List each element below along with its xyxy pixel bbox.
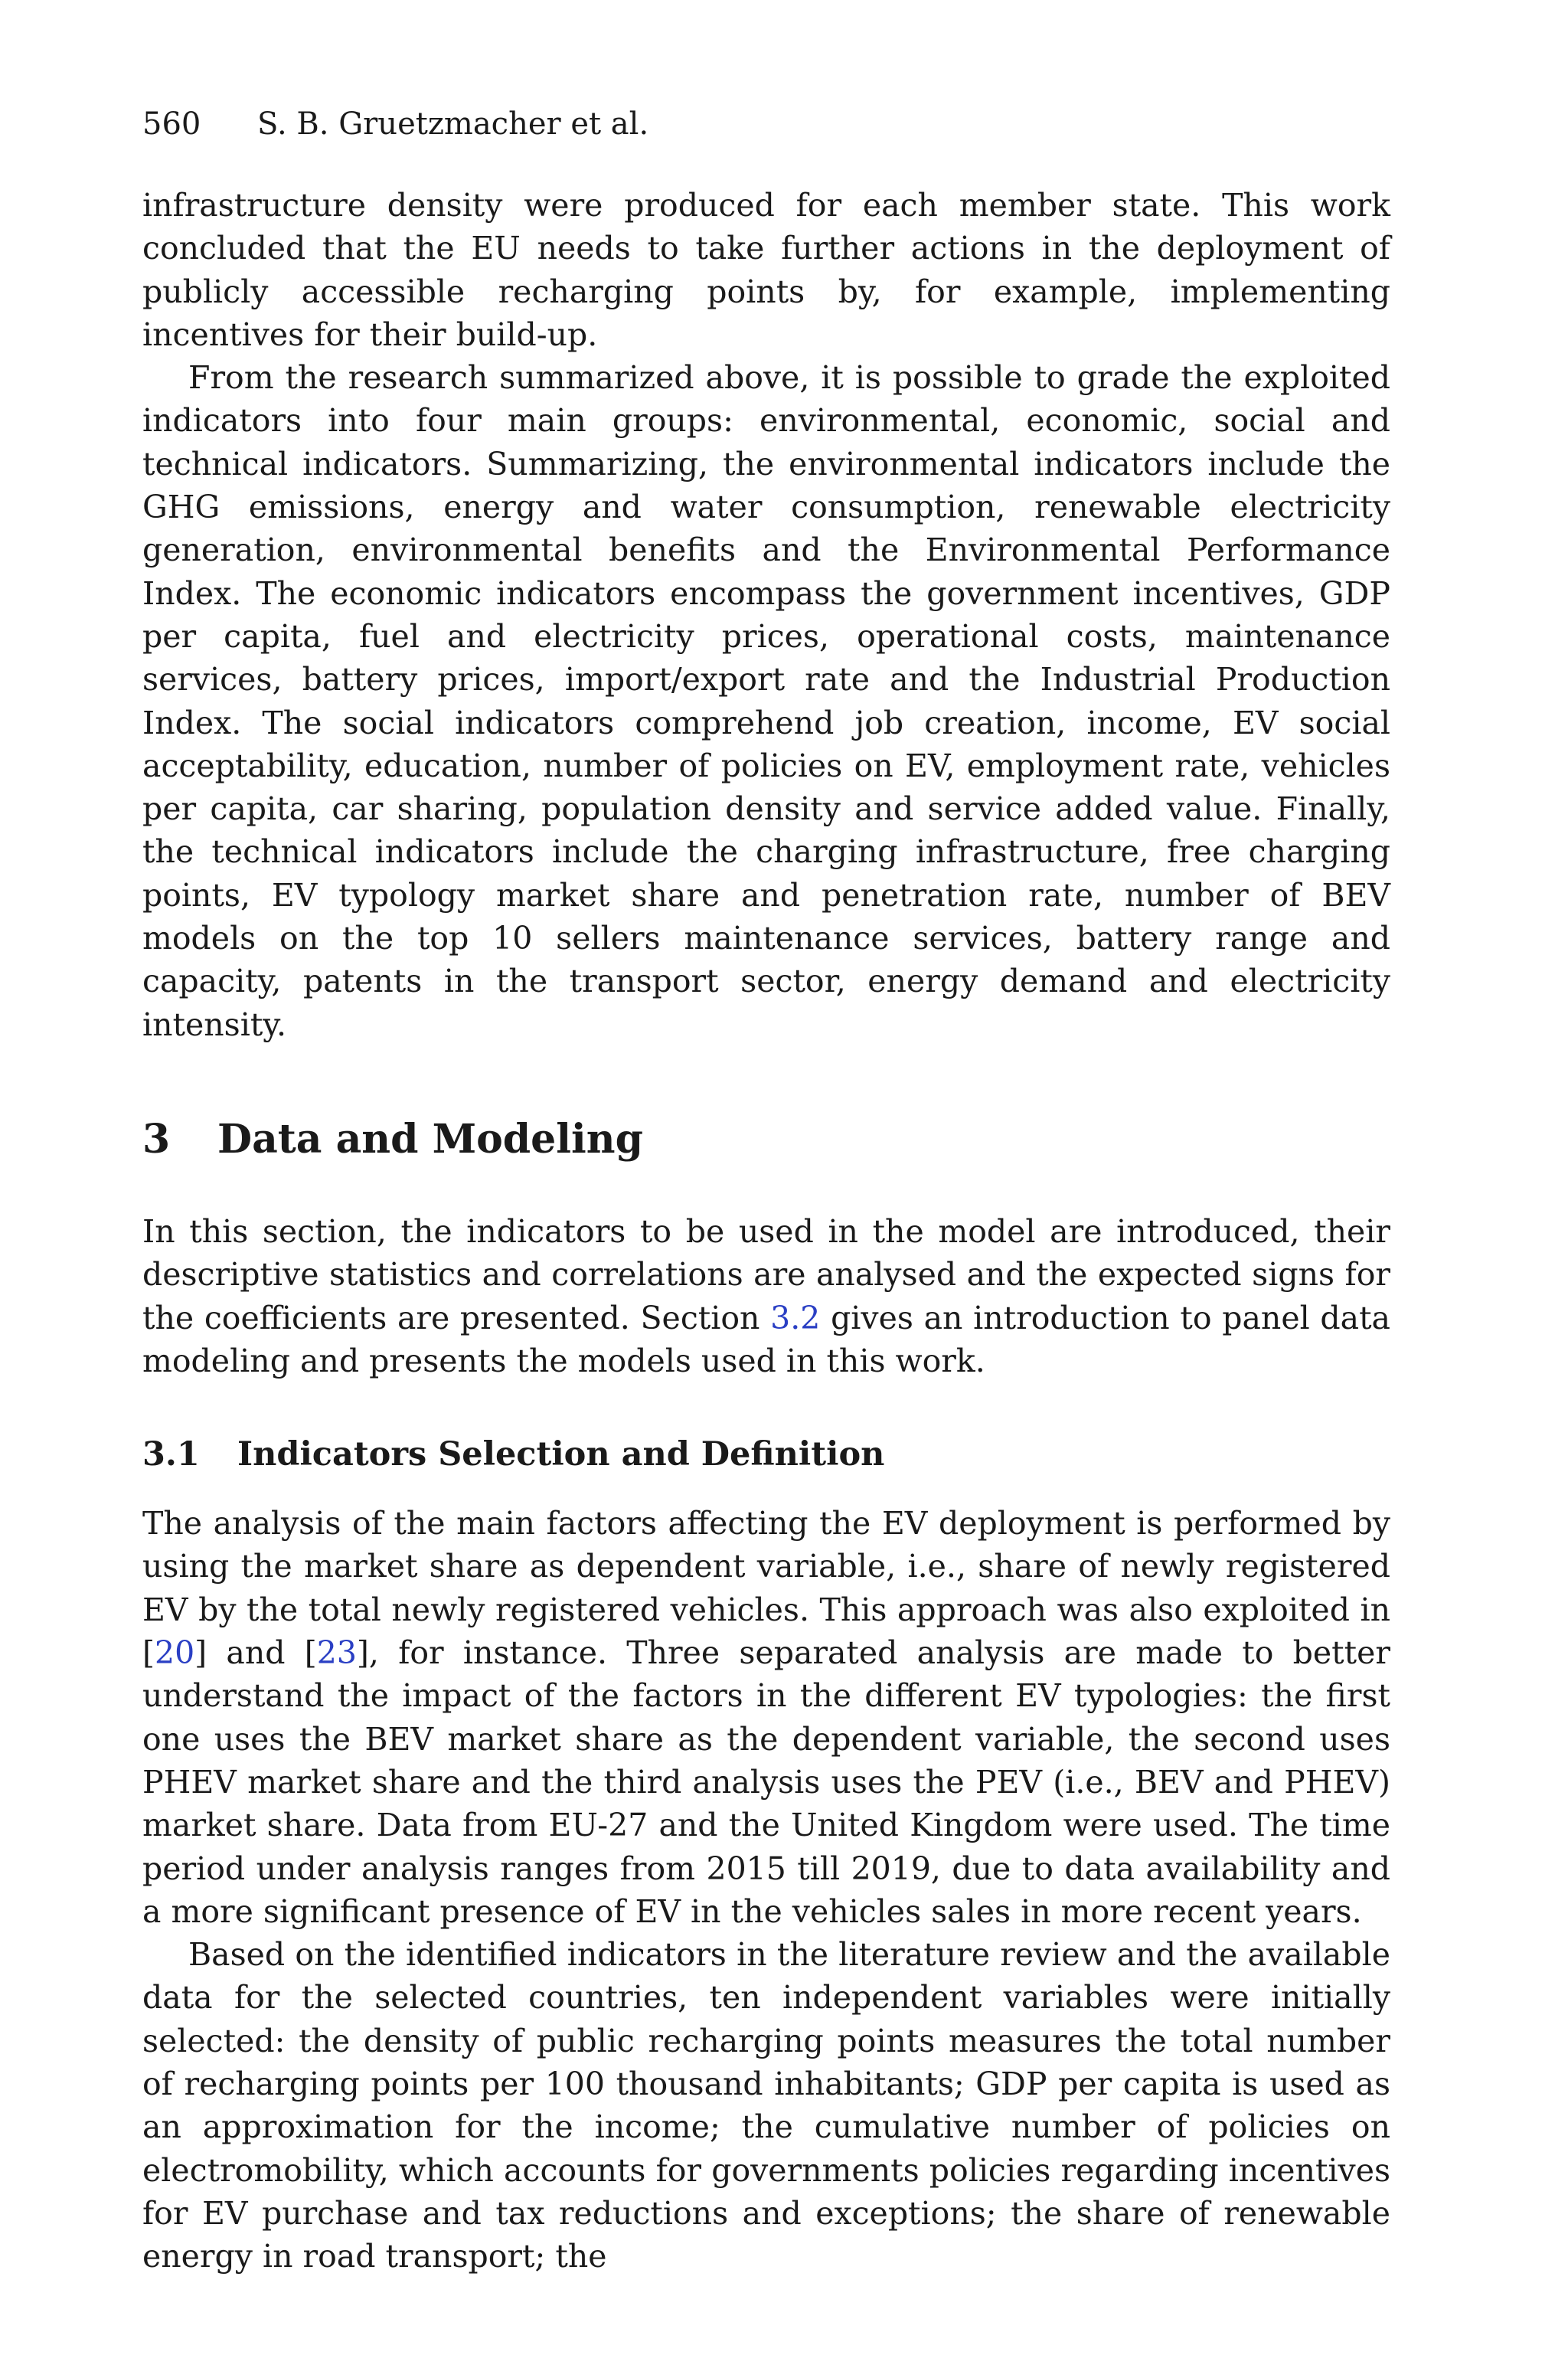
paragraph-continued: infrastructure density were produced for each member state. This work concluded that the EU needs to take further actions in the deployment of publicly accessible recharging points by, for example, implementing incentives for their build-up. bbox=[142, 187, 1390, 353]
page bbox=[142, 103, 1390, 2278]
text-segment: ] and [ bbox=[194, 1634, 317, 1672]
intro-text-before-ref: In this section, the indicators to be used in the model are introduced, their descriptive statistics and correlations are analysed and the expected signs for the coefficients are presented. Section bbox=[142, 1212, 1390, 1336]
paragraph-market-share bbox=[142, 1502, 1390, 1933]
running-head bbox=[142, 103, 1390, 146]
section-intro-paragraph bbox=[142, 1210, 1390, 1382]
paragraph-indicator-summary: From the research summarized above, it is possible to grade the exploited indicators into four main groups: environmental, economic, social and technical indicators. Summarizing, the environmental indicators include the GHG emissions, energy and water consumption, renewable electricity generation, environmental benefits and the Environmental Performance Index. The economic indicators encompass the government incentives, GDP per capita, fuel and electricity prices, operational costs, maintenance services, battery prices, import/export rate and the Industrial Production Index. The social indicators comprehend job creation, income, EV social acceptability, education, number of policies on EV, employment rate, vehicles per capita, car sharing, population density and service added value. Finally, the technical indicators include the charging infrastructure, free charging points, EV typology market share and penetration rate, number of BEV models on the top 10 sellers maintenance services, battery range and capacity, patents in the transport sector, energy demand and electricity intensity. bbox=[142, 359, 1390, 1043]
citation-link-23[interactable]: 23 bbox=[316, 1634, 357, 1672]
text-segment: The analysis of the main factors affecting the EV deployment is performed by using the market share as dependent variable, i.e., share of newly registered EV by the total newly registered vehicles. This approach was also exploited in [ bbox=[142, 1505, 1390, 1672]
section-title: Data and Modeling bbox=[217, 1115, 643, 1163]
subsection-heading bbox=[142, 1433, 1390, 1476]
text-segment: ], for instance. Three separated analysis are made to better understand the impact of the factors in the different EV typologies: the first one uses the BEV market share as the dependent variable, the second uses PHEV market share and the third analysis uses the PEV (i.e., BEV and PHEV) market share. Data from EU-27 and the United Kingdom were used. The time period under analysis ranges from 2015 till 2019, due to data availability and a more significant presence of EV in the vehicles sales in more recent years. bbox=[142, 1634, 1390, 1930]
subsection-number: 3.1 bbox=[142, 1435, 200, 1474]
page-number: 560 bbox=[142, 106, 201, 142]
paragraph-independent-variables: Based on the identified indicators in the literature review and the available data for the selected countries, ten independent variables were initially selected: the density of public recharging points measures the total number of recharging points per 100 thousand inhabitants; GDP per capita is used as an approximation for the income; the cumulative number of policies on electromobility, which accounts for governments policies regarding incentives for EV purchase and tax reductions and exceptions; the share of renewable energy in road transport; the bbox=[142, 1936, 1390, 2275]
citation-link-20[interactable]: 20 bbox=[155, 1634, 195, 1672]
section-ref-link[interactable]: 3.2 bbox=[770, 1299, 821, 1336]
section-number: 3 bbox=[142, 1115, 171, 1163]
intro-text-after-ref: gives an introduction to panel data modeling and presents the models used in this work. bbox=[142, 1299, 1391, 1379]
running-head-authors: S. B. Gruetzmacher et al. bbox=[257, 106, 649, 142]
subsection-title: Indicators Selection and Definition bbox=[237, 1435, 885, 1474]
section-heading bbox=[142, 1115, 1390, 1164]
